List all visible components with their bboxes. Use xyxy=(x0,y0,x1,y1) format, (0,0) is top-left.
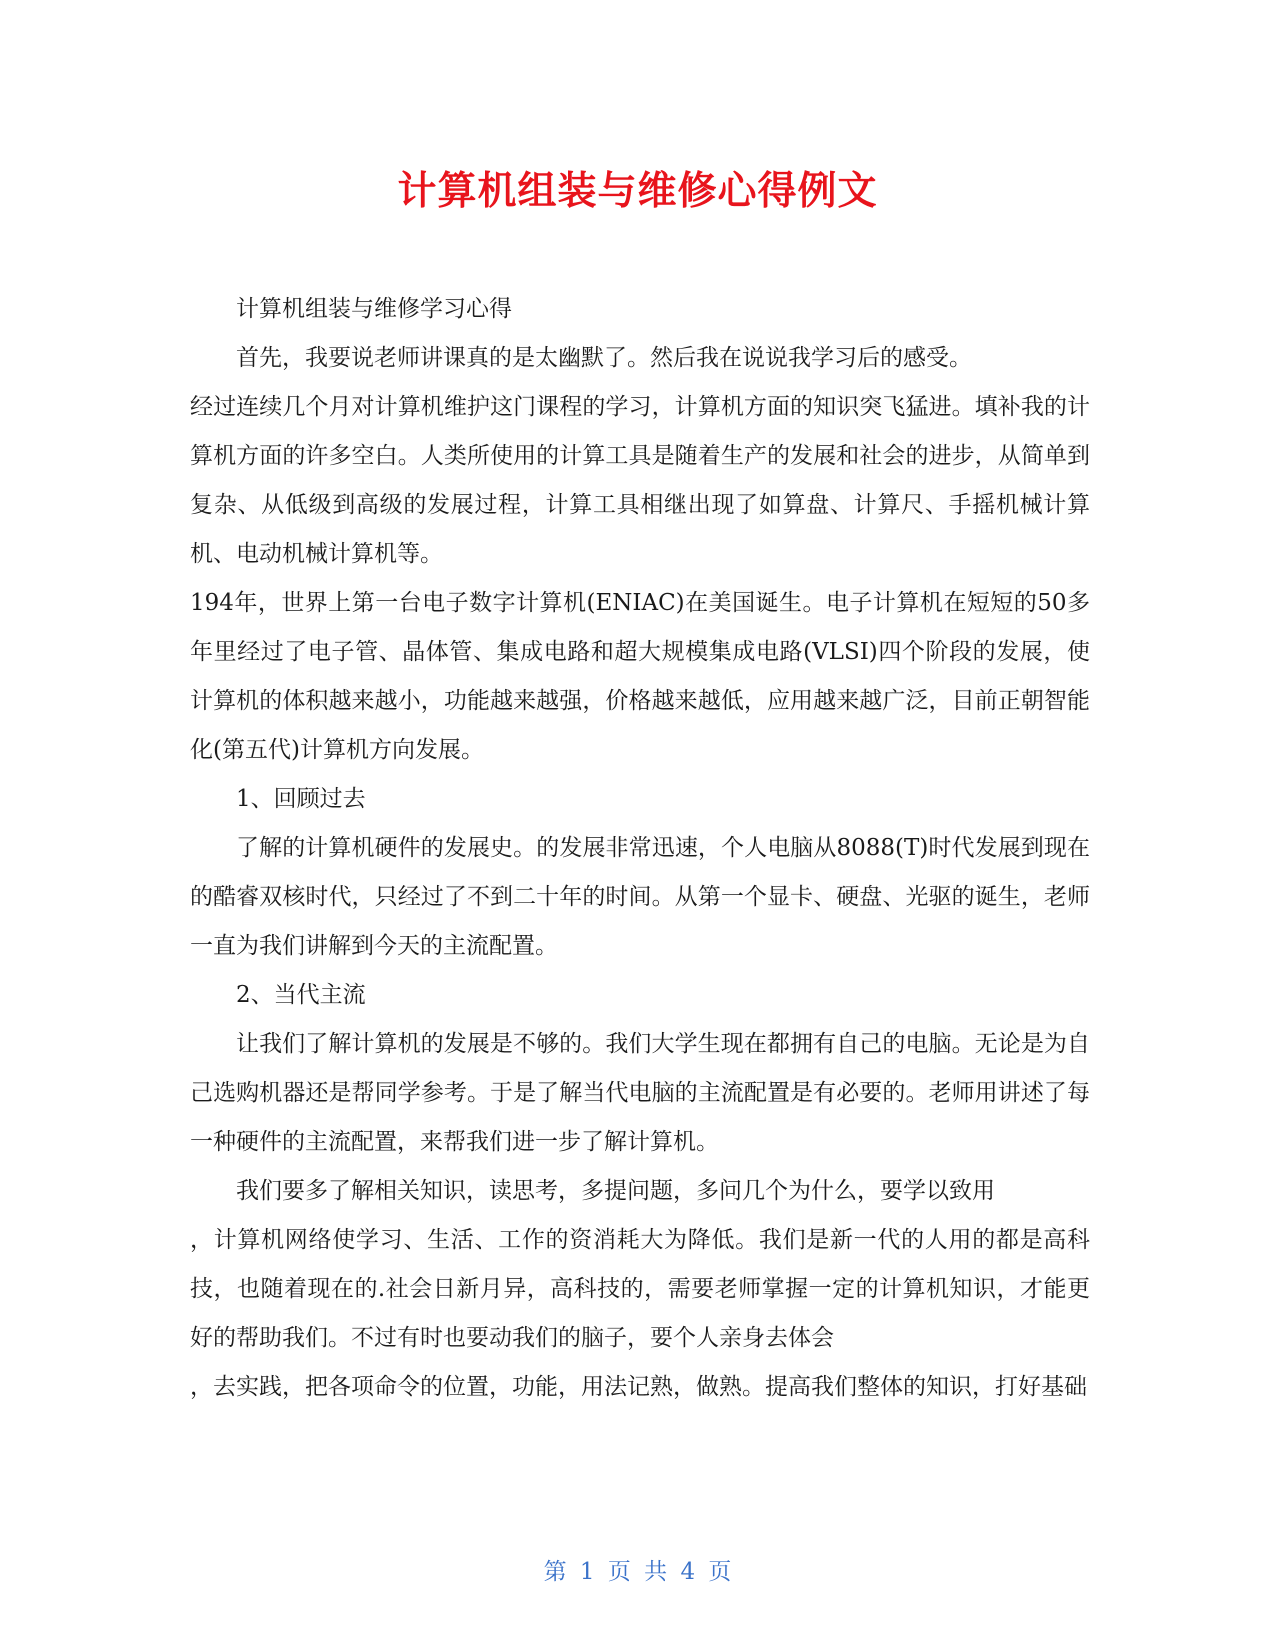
page-number-footer: 第 1 页 共 4 页 xyxy=(543,1559,732,1585)
paragraph: ，计算机网络使学习、生活、工作的资消耗大为降低。我们是新一代的人用的都是高科技，也随着现在的.社会日新月异，高科技的，需要老师掌握一定的计算机知识，才能更好的帮助我们。不过有时也要动我们的脑子，要个人亲身去体会 xyxy=(190,1227,1090,1351)
section-heading: 2、当代主流 xyxy=(236,982,366,1008)
paragraph: 194年，世界上第一台电子数字计算机(ENIAC)在美国诞生。电子计算机在短短的50多年里经过了电子管、晶体管、集成电路和超大规模集成电路(VLSI)四个阶段的发展，使计算机的体积越来越小，功能越来越强，价格越来越低，应用越来越广泛，目前正朝智能化(第五代)计算机方向发展。 xyxy=(190,590,1090,763)
paragraph: 让我们了解计算机的发展是不够的。我们大学生现在都拥有自己的电脑。无论是为自己选购机器还是帮同学参考。于是了解当代电脑的主流配置是有必要的。老师用讲述了每一种硬件的主流配置，来帮我们进一步了解计算机。 xyxy=(190,1031,1090,1155)
paragraph: 我们要多了解相关知识，读思考，多提问题，多问几个为什么，要学以致用 xyxy=(236,1178,995,1204)
paragraph: 首先，我要说老师讲课真的是太幽默了。然后我在说说我学习后的感受。 xyxy=(236,345,972,371)
section-heading: 1、回顾过去 xyxy=(236,786,366,812)
paragraph: ，去实践，把各项命令的位置，功能，用法记熟，做熟。提高我们整体的知识，打好基础 xyxy=(190,1374,1087,1400)
paragraph: 计算机组装与维修学习心得 xyxy=(236,296,512,322)
document-title: 计算机组装与维修心得例文 xyxy=(397,169,878,214)
document-body xyxy=(190,285,1090,1412)
paragraph: 了解的计算机硬件的发展史。的发展非常迅速，个人电脑从8088(T)时代发展到现在的酷睿双核时代，只经过了不到二十年的时间。从第一个显卡、硬盘、光驱的诞生，老师一直为我们讲解到今天的主流配置。 xyxy=(190,835,1090,959)
paragraph: 经过连续几个月对计算机维护这门课程的学习，计算机方面的知识突飞猛进。填补我的计算机方面的许多空白。人类所使用的计算工具是随着生产的发展和社会的进步，从简单到复杂、从低级到高级的发展过程，计算工具相继出现了如算盘、计算尺、手摇机械计算机、电动机械计算机等。 xyxy=(190,394,1090,567)
